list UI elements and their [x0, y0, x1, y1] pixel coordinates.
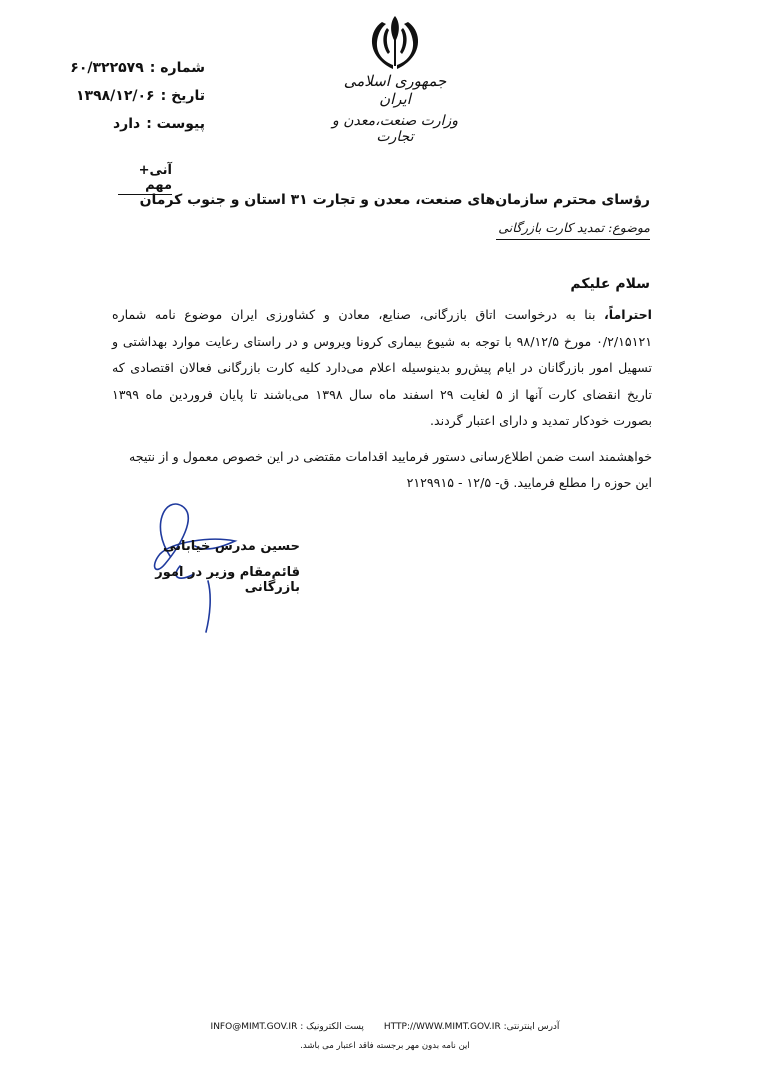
letter-body	[112, 302, 652, 435]
footer-contact	[200, 1022, 570, 1032]
iran-emblem-icon	[360, 12, 430, 74]
letter-attachment-label: پیوست :	[146, 116, 205, 132]
letter-date-value: ۱۳۹۸/۱۲/۰۶	[76, 88, 155, 104]
footer-web-label: آدرس اینترنتی:	[503, 1022, 560, 1032]
body-text: بنا به درخواست اتاق بازرگانی، صنایع، معادن و کشاورزی ایران موضوع نامه شماره ۰/۲/۱۵۱۲۱ مورخ ۹۸/۱۲/۵ با توجه به شیوع بیماری کرونا ویروس و در راستای رعایت موارد بهداشتی و تسهیل امور بازرگانان در ایام پیش‌رو بدینوسیله اعلام می‌دارد کلیه کارت بازرگانی فعالان اقتصادی که تاریخ انقضای کارت آنها از ۵ لغایت ۲۹ اسفند ماه سال ۱۳۹۸ می‌باشند تا پایان فروردین ماه ۱۳۹۹ بصورت خودکار تمدید و دارای اعتبار گردند.	[112, 307, 652, 428]
footer-validity-note: این نامه بدون مهر برجسته فاقد اعتبار می باشد.	[300, 1041, 470, 1051]
footer-email-label: پست الکترونیک :	[300, 1022, 364, 1032]
subject-underline	[496, 239, 650, 240]
closing-paragraph: خواهشمند است ضمن اطلاع‌رسانی دستور فرمایید اقدامات مقتضی در این خصوص معمول و از نتیجه این حوزه را مطلع فرمایید. ق- ۱۲/۵ - ۲۱۲۹۹۱۵	[129, 449, 652, 490]
letter-date-label: تاریخ :	[160, 88, 205, 104]
country-name: جمهوری اسلامی ایران	[343, 72, 447, 108]
subject-line: موضوع: تمدید کارت بازرگانی	[498, 220, 650, 235]
urgency-mark: آنی+ مهم	[118, 163, 172, 195]
greeting: سلام علیکم	[570, 276, 650, 292]
letter-number-value: ۶۰/۳۲۲۵۷۹	[70, 60, 144, 76]
letter-number-label: شماره :	[149, 60, 205, 76]
signatory-title: قائم‌مقام وزیر در امور بازرگانی	[155, 565, 300, 595]
handwritten-signature	[110, 486, 290, 636]
footer-web[interactable]: HTTP://WWW.MIMT.GOV.IR	[383, 1022, 501, 1032]
footer-email[interactable]: INFO@MIMT.GOV.IR	[210, 1022, 298, 1032]
letter-attachment-value: دارد	[112, 116, 141, 132]
letter-date-row	[60, 88, 205, 104]
recipient-line: رؤسای محترم سازمان‌های صنعت، معدن و تجارت ۳۱ استان و جنوب کرمان	[139, 192, 650, 208]
ministry-name: وزارت صنعت،معدن و تجارت	[331, 113, 459, 145]
signatory-name: حسین مدرس خیابانی	[163, 539, 300, 554]
letter-attachment-row	[60, 116, 205, 132]
body-lead: احتراماً،	[604, 307, 652, 322]
letter-number-row	[60, 60, 205, 76]
